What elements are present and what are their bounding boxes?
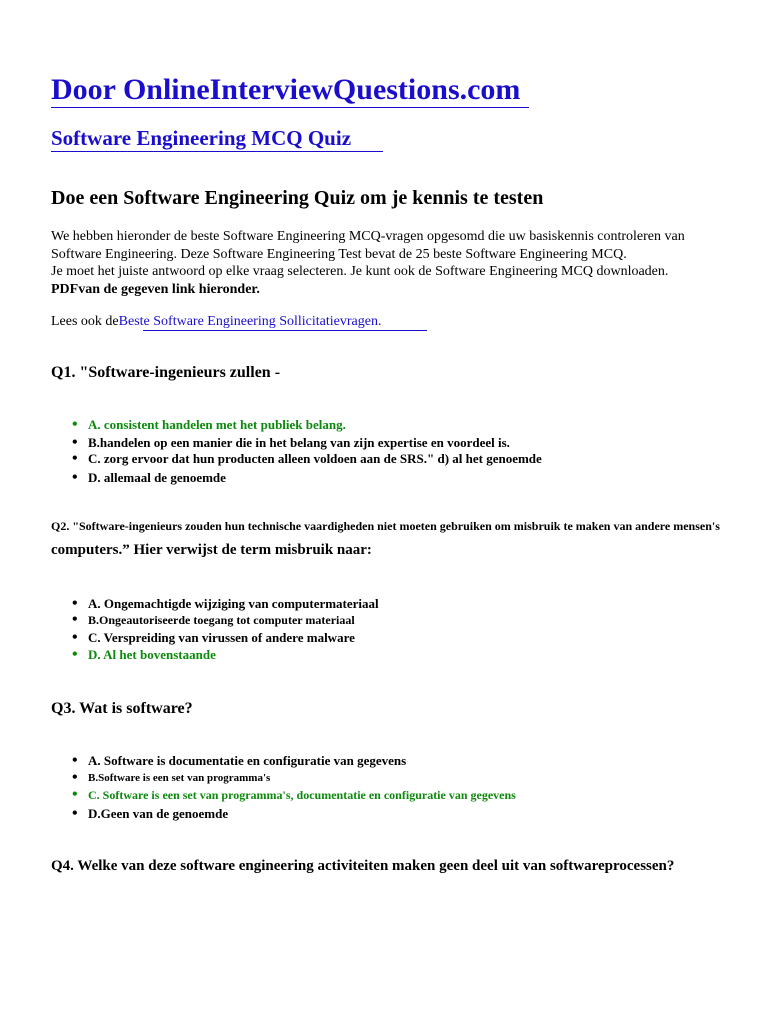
question-2-option-d <box>73 646 216 664</box>
read-also-link-underline <box>143 330 427 331</box>
option-text: C. Verspreiding van virussen of andere malware <box>88 630 355 645</box>
question-3-option-d <box>73 805 228 823</box>
option-text: B.Software is een set van programma's <box>88 772 271 784</box>
option-text: D.Geen van de genoemde <box>88 806 229 821</box>
question-1-option-c <box>73 450 542 468</box>
option-text: D. allemaal de genoemde <box>88 470 226 485</box>
question-2-option-b <box>73 611 355 629</box>
intro-line: Je moet het juiste antwoord op elke vraag selecteren. Je kunt ook de Software Engineering MCQ downloaden. <box>51 264 669 279</box>
question-4-label: Q4. Welke van deze software engineering activiteiten maken geen deel uit van softwareprocessen? <box>51 858 675 874</box>
read-also-prefix: Lees ook de <box>51 314 119 329</box>
option-text: C. zorg ervoor dat hun producten alleen voldoen aan de SRS." d) al het genoemde <box>88 451 542 466</box>
question-3-option-a <box>73 752 406 770</box>
intro-line: We hebben hieronder de beste Software Engineering MCQ-vragen opgesomd die uw basiskennis controleren van <box>51 229 685 244</box>
question-3-option-c <box>73 786 516 804</box>
question-2-label-line2: computers.” Hier verwijst de term misbruik naar: <box>51 542 372 558</box>
intro-paragraph <box>51 228 751 298</box>
option-text: A. Ongemachtigde wijziging van computermateriaal <box>88 596 379 611</box>
option-text: A. consistent handelen met het publiek belang. <box>88 417 346 432</box>
question-2-option-c <box>73 629 355 647</box>
intro-line: PDFvan de gegeven link hieronder. <box>51 281 260 297</box>
option-text: C. Software is een set van programma's, documentatie en configuratie van gegevens <box>88 788 516 802</box>
subtitle-underline <box>51 151 383 152</box>
option-text: B.handelen op een manier die in het belang van zijn expertise en voordeel is. <box>88 435 510 450</box>
interview-questions-link[interactable]: Beste Software Engineering Sollicitatievragen. <box>118 314 382 329</box>
site-title-link[interactable]: Door OnlineInterviewQuestions.com <box>51 73 521 106</box>
question-3-label: Q3. Wat is software? <box>51 700 193 717</box>
intro-line: Software Engineering. Deze Software Engineering Test bevat de 25 beste Software Engineering MCQ. <box>51 246 627 262</box>
question-1-option-d <box>73 469 226 487</box>
question-1-label: Q1. "Software-ingenieurs zullen - <box>51 364 281 381</box>
option-text: A. Software is documentatie en configuratie van gegevens <box>88 753 407 768</box>
question-2-label-line1: Q2. "Software-ingenieurs zouden hun technische vaardigheden niet moeten gebruiken om misbruik te maken van andere mensen's <box>51 519 720 533</box>
question-3-option-b <box>73 769 270 787</box>
option-text: D. Al het bovenstaande <box>88 647 216 662</box>
subtitle-link[interactable]: Software Engineering MCQ Quiz <box>51 126 352 150</box>
site-title-underline <box>51 107 529 108</box>
option-text: B.Ongeautoriseerde toegang tot computer materiaal <box>88 613 355 627</box>
question-1-option-a <box>73 416 346 434</box>
read-also-line <box>51 313 381 331</box>
page-heading: Doe een Software Engineering Quiz om je kennis te testen <box>51 187 544 209</box>
